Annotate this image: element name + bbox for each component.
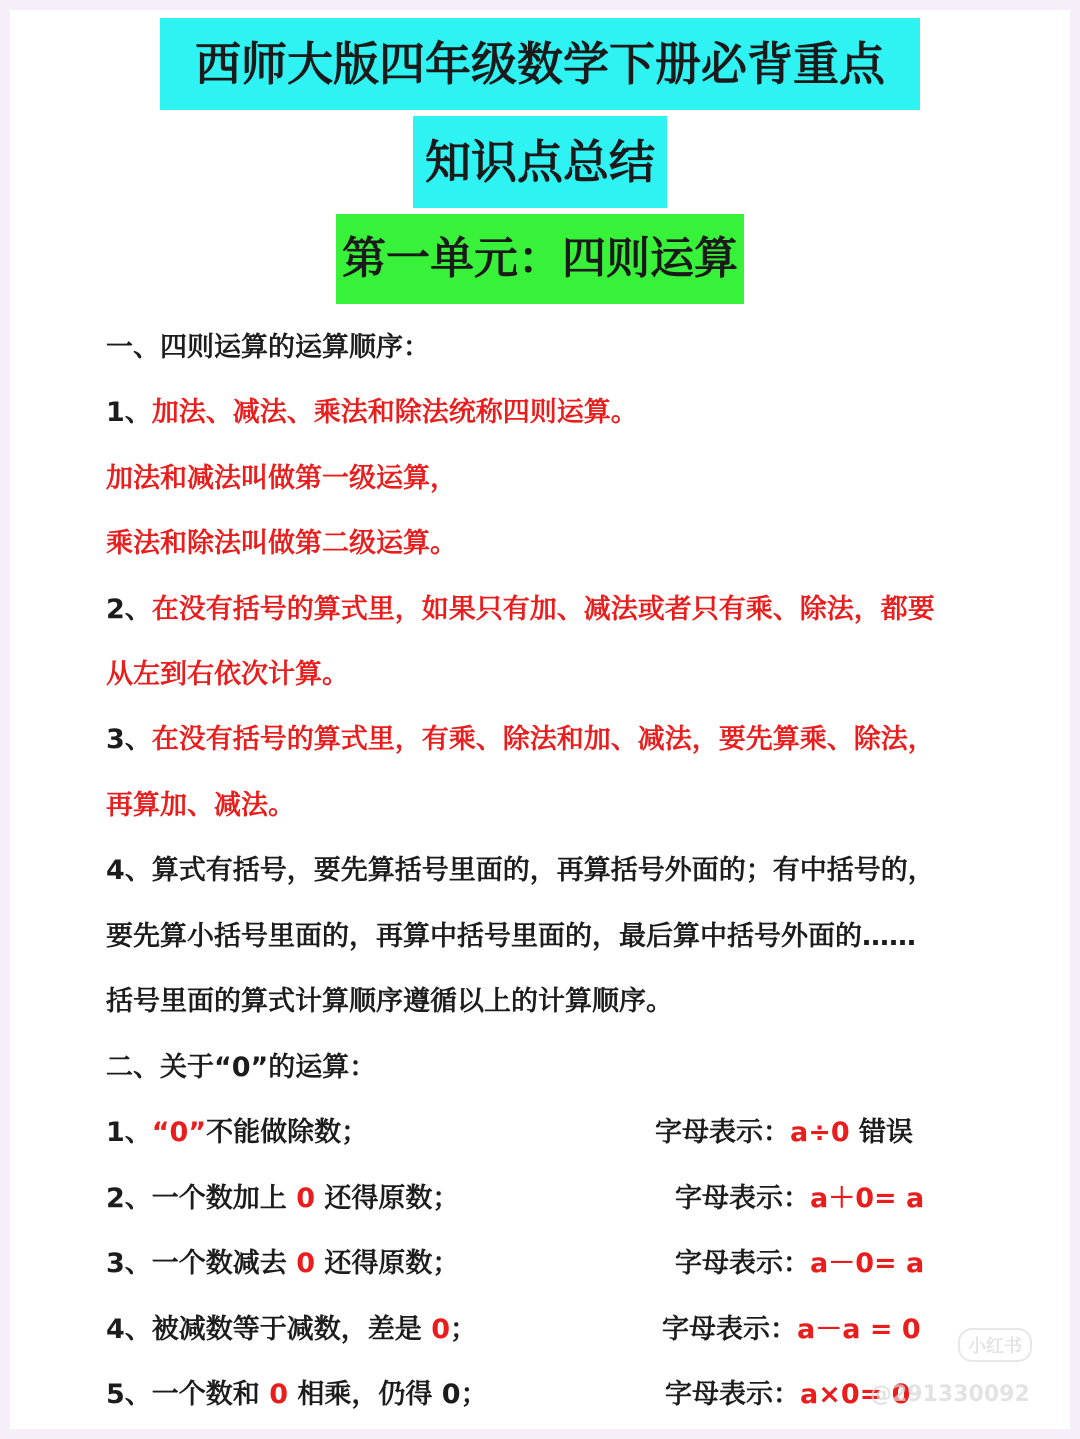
- rule-2-number: 2、: [106, 594, 152, 625]
- formula-expression: a×0= 0: [800, 1379, 911, 1410]
- formula-label: 字母表示：: [655, 1117, 790, 1148]
- formula-expression: a÷0: [790, 1117, 850, 1148]
- formula-expression: a－0= a: [810, 1248, 925, 1279]
- zero-rule-4-highlight: 0: [431, 1314, 450, 1345]
- section1-heading: 一、四则运算的运算顺序：: [106, 332, 430, 363]
- zero-rule-2-prefix: 2、一个数加上: [106, 1183, 297, 1214]
- watermark-id: @291330092: [870, 1382, 1030, 1407]
- zero-rule-5-suffix: 相乘，仍得 0；: [287, 1379, 488, 1410]
- formula-label: 字母表示：: [675, 1248, 810, 1279]
- zero-rule-2-suffix: 还得原数；: [314, 1183, 460, 1214]
- zero-rule-1-prefix: 1、: [106, 1117, 152, 1148]
- zero-rule-2-formula: [675, 1181, 924, 1217]
- zero-rule-3-suffix: 还得原数；: [314, 1248, 460, 1279]
- formula-label: 字母表示：: [675, 1183, 810, 1214]
- zero-rule-4-suffix: ；: [449, 1314, 477, 1345]
- section2-heading: 二、关于“0”的运算：: [106, 1052, 377, 1083]
- zero-rule-3-prefix: 3、一个数减去: [106, 1248, 297, 1279]
- zero-rule-5: [106, 1377, 488, 1413]
- formula-expression: a＋0= a: [810, 1183, 925, 1214]
- zero-rule-1-highlight: “0”: [151, 1117, 207, 1148]
- zero-rule-2: [106, 1181, 459, 1217]
- title-line-2: 知识点总结: [413, 116, 667, 208]
- formula-label: 字母表示：: [662, 1314, 797, 1345]
- rule-1-line-3: 乘法和除法叫做第二级运算。: [106, 528, 457, 559]
- watermark-logo: 小红书: [958, 1328, 1032, 1362]
- zero-rule-4: [106, 1312, 477, 1348]
- zero-rule-3: [106, 1246, 459, 1282]
- rule-4-line-2: 要先算小括号里面的，再算中括号里面的，最后算中括号外面的……: [106, 921, 916, 952]
- rule-4-line-3: 括号里面的算式计算顺序遵循以上的计算顺序。: [106, 986, 673, 1017]
- title-line-1: 西师大版四年级数学下册必背重点: [160, 18, 920, 110]
- rule-4-line-1: 4、算式有括号，要先算括号里面的，再算括号外面的；有中括号的，: [106, 855, 935, 886]
- rule-2-line-2: 从左到右依次计算。: [106, 659, 349, 690]
- rule-3-number: 3、: [106, 724, 152, 755]
- rule-3-line-2: 再算加、减法。: [106, 790, 295, 821]
- zero-rule-4-prefix: 4、被减数等于减数，差是: [106, 1314, 432, 1345]
- formula-expression: a－a = 0: [797, 1314, 921, 1345]
- rule-3-text: 在没有括号的算式里，有乘、除法和加、减法，要先算乘、除法，: [151, 724, 935, 755]
- rule-1-number: 1、: [106, 397, 152, 428]
- zero-rule-1-suffix: 不能做除数；: [206, 1117, 369, 1148]
- zero-rule-5-prefix: 5、一个数和: [106, 1379, 270, 1410]
- zero-rule-4-formula: [662, 1312, 921, 1348]
- rule-3-line-1: [106, 722, 935, 758]
- zero-rule-3-highlight: 0: [296, 1248, 315, 1279]
- rule-1-line-2: 加法和减法叫做第一级运算，: [106, 463, 457, 494]
- rule-2-line-1: [106, 592, 935, 628]
- rule-1-line-1: [106, 395, 638, 431]
- zero-rule-1: [106, 1115, 368, 1151]
- unit-title: 第一单元：四则运算: [336, 214, 744, 304]
- zero-rule-2-highlight: 0: [296, 1183, 315, 1214]
- zero-rule-3-formula: [675, 1246, 924, 1282]
- rule-2-text: 在没有括号的算式里，如果只有加、减法或者只有乘、除法，都要: [151, 594, 935, 625]
- page: [10, 10, 1070, 1429]
- zero-rule-5-highlight: 0: [269, 1379, 288, 1410]
- rule-1-text: 加法、减法、乘法和除法统称四则运算。: [151, 397, 638, 428]
- formula-suffix: 错误: [849, 1117, 914, 1148]
- formula-label: 字母表示：: [665, 1379, 800, 1410]
- zero-rule-1-formula: [655, 1115, 913, 1151]
